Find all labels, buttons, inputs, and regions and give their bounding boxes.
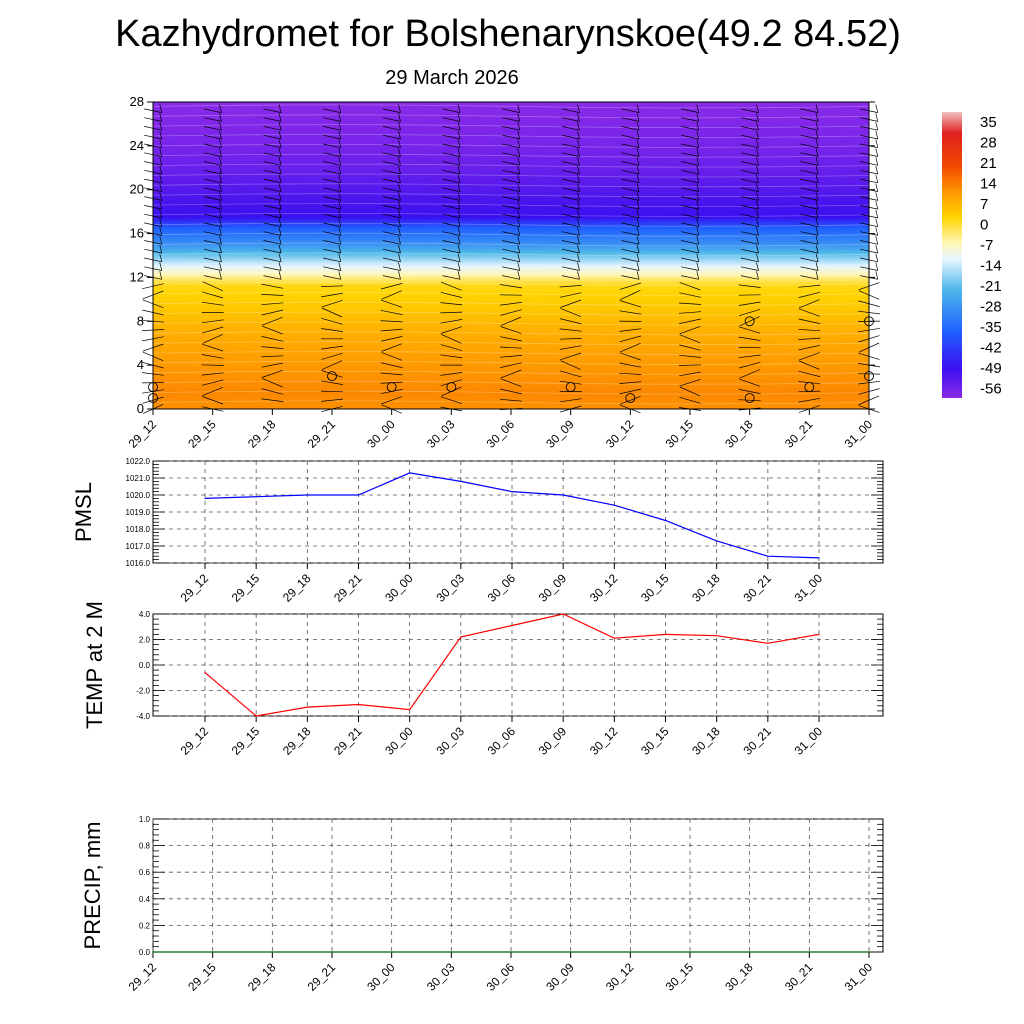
cross-section-xtick-label: 30_09 xyxy=(543,417,577,451)
temp-ytick-label: -2.0 xyxy=(136,686,150,696)
temp-data-point xyxy=(204,672,205,673)
pmsl-ytick-label: 1016.0 xyxy=(125,559,150,568)
pmsl-data-point xyxy=(563,494,564,495)
wind-barb-feather xyxy=(876,131,878,139)
temp-data-point xyxy=(614,638,615,639)
cross-section-xtick-label: 30_18 xyxy=(722,417,756,451)
colorbar-label: 7 xyxy=(980,195,989,213)
wind-barb-feather xyxy=(876,157,878,165)
precip-xtick-label: 29_15 xyxy=(185,960,219,994)
pmsl-xtick-label: 29_18 xyxy=(279,571,314,605)
colorbar-label: 28 xyxy=(980,134,997,152)
colorbar-label: -7 xyxy=(980,236,994,254)
cross-section-ytick-label: 24 xyxy=(129,137,144,153)
precip-ytick-label: 0.0 xyxy=(138,948,150,957)
precip-axis-title: PRECIP, mm xyxy=(80,821,105,950)
colorbar-label: -14 xyxy=(980,257,1002,275)
temp-data-point xyxy=(409,709,410,710)
temp-xtick-label: 30_00 xyxy=(382,724,416,758)
cross-section-xtick-label: 29_12 xyxy=(125,417,160,451)
colorbar-label: 0 xyxy=(980,216,989,234)
colorbar-label: -28 xyxy=(980,298,1002,316)
pmsl-data-point xyxy=(358,494,359,495)
pmsl-data-point xyxy=(818,557,819,558)
pmsl-xtick-label: 30_00 xyxy=(382,571,416,605)
pmsl-data-point xyxy=(307,494,308,495)
wind-barb-feather xyxy=(876,210,878,218)
cross-section-ytick-label: 16 xyxy=(129,225,144,241)
precip-ytick-label: 0.6 xyxy=(138,868,150,878)
temp-ytick-label: 2.0 xyxy=(138,635,150,645)
temp-data-point xyxy=(307,706,308,707)
precip-xtick-label: 30_09 xyxy=(543,960,577,994)
wind-barb-feather xyxy=(876,192,878,200)
temp-xtick-label: 29_18 xyxy=(279,724,314,758)
wind-barb-feather xyxy=(876,113,878,121)
pmsl-data-point xyxy=(614,505,615,506)
pmsl-xtick-label: 30_03 xyxy=(433,571,467,605)
colorbar-label: -49 xyxy=(980,359,1002,377)
temp-xtick-label: 30_18 xyxy=(689,724,723,758)
wind-barb-feather xyxy=(876,227,878,235)
pmsl-xtick-label: 29_12 xyxy=(177,571,212,605)
pmsl-xtick-label: 29_15 xyxy=(228,571,263,605)
chart-title: Kazhydromet for Bolshenarynskoe(49.2 84.52) xyxy=(115,13,901,55)
pmsl-data-point xyxy=(767,556,768,557)
precip-data-point xyxy=(630,951,631,952)
temp-data-point xyxy=(818,634,819,635)
cross-section-xtick-label: 30_21 xyxy=(781,417,816,451)
precip-data-point xyxy=(510,951,511,952)
cross-section-ytick-label: 28 xyxy=(129,94,144,109)
wind-barb-feather xyxy=(876,201,878,209)
precip-data-point xyxy=(809,951,810,952)
precip-data-point xyxy=(331,951,332,952)
precip-xtick-label: 30_06 xyxy=(483,960,518,994)
cross-section-xtick-label: 29_18 xyxy=(244,417,279,451)
wind-barb-feather xyxy=(876,184,878,192)
cross-section-xtick-label: 30_00 xyxy=(364,417,398,451)
pmsl-data-point xyxy=(511,491,512,492)
temp-data-point xyxy=(358,704,359,705)
pmsl-data-point xyxy=(665,520,666,521)
precip-ytick-label: 0.2 xyxy=(138,921,150,931)
temp-axis-title: TEMP at 2 M xyxy=(82,601,107,729)
precip-ytick-label: 0.4 xyxy=(138,894,150,904)
pmsl-xtick-label: 29_21 xyxy=(331,571,365,605)
precip-data-point xyxy=(391,951,392,952)
pmsl-data-point xyxy=(460,481,461,482)
colorbar-label: 35 xyxy=(980,113,997,131)
precip-xtick-label: 30_00 xyxy=(364,960,398,994)
colorbar-label: 14 xyxy=(980,175,997,193)
temp-xtick-label: 30_21 xyxy=(740,724,774,758)
wind-barb-feather xyxy=(876,105,878,113)
cross-section-xtick-label: 29_15 xyxy=(185,417,219,451)
pmsl-xtick-label: 30_21 xyxy=(740,571,774,605)
temp-xtick-label: 29_12 xyxy=(177,724,212,758)
pmsl-ytick-label: 1017.0 xyxy=(125,542,150,551)
wind-barb-feather xyxy=(876,149,878,157)
precip-xtick-label: 30_03 xyxy=(423,960,458,994)
wind-barb-feather xyxy=(876,166,878,174)
precip-frame xyxy=(153,819,883,952)
precip-ytick-label: 0.8 xyxy=(138,841,150,851)
precip-xtick-label: 29_18 xyxy=(244,960,279,994)
cross-section-xtick-label: 29_21 xyxy=(304,417,339,451)
wind-barb-feather xyxy=(876,254,878,262)
precip-xtick-label: 30_12 xyxy=(602,960,637,994)
pmsl-ytick-label: 1022.0 xyxy=(125,457,150,466)
precip-data-point xyxy=(212,951,213,952)
precip-xtick-label: 30_18 xyxy=(722,960,756,994)
colorbar-label: 21 xyxy=(980,154,997,172)
temp-data-point xyxy=(716,635,717,636)
pmsl-xtick-label: 31_00 xyxy=(791,571,826,605)
cross-section-xtick-label: 30_12 xyxy=(602,417,637,451)
pmsl-xtick-label: 30_18 xyxy=(689,571,723,605)
precip-xtick-label: 30_15 xyxy=(662,960,697,994)
pmsl-ytick-label: 1019.0 xyxy=(125,508,150,517)
colorbar-label: -35 xyxy=(980,318,1002,336)
pmsl-ytick-label: 1018.0 xyxy=(125,525,150,534)
cross-section-ytick-label: 20 xyxy=(129,181,144,197)
pmsl-ytick-label: 1020.0 xyxy=(125,491,150,500)
temp-data-point xyxy=(256,715,257,716)
pmsl-xtick-label: 30_12 xyxy=(586,571,621,605)
pmsl-ytick-label: 1021.0 xyxy=(125,474,150,483)
precip-data-point xyxy=(152,951,153,952)
precip-data-point xyxy=(689,951,690,952)
cross-section-xtick-label: 30_15 xyxy=(662,417,697,451)
cross-section-xtick-label: 30_03 xyxy=(423,417,458,451)
colorbar-strip xyxy=(942,112,962,398)
temp-xtick-label: 30_15 xyxy=(638,724,672,758)
cross-section-ytick-label: 8 xyxy=(136,313,144,329)
temp-frame xyxy=(153,614,883,716)
pmsl-frame xyxy=(153,461,883,563)
temp-data-point xyxy=(460,636,461,637)
precip-data-point xyxy=(272,951,273,952)
temp-xtick-label: 30_09 xyxy=(535,724,570,758)
colorbar-label: -42 xyxy=(980,339,1002,357)
pmsl-data-point xyxy=(409,472,410,473)
wind-barb-feather xyxy=(876,245,878,253)
wind-barb-feather xyxy=(876,271,878,279)
temp-ytick-label: -4.0 xyxy=(136,712,150,721)
pmsl-data-point xyxy=(256,496,257,497)
precip-data-point xyxy=(570,951,571,952)
chart-date-subtitle: 29 March 2026 xyxy=(385,67,519,89)
wind-barb-feather xyxy=(876,219,878,227)
wind-barb-feather xyxy=(876,122,878,130)
pmsl-xtick-label: 30_06 xyxy=(484,571,519,605)
cross-section-ytick-label: 0 xyxy=(136,401,144,416)
temp-xtick-label: 31_00 xyxy=(791,724,826,758)
temp-ytick-label: 4.0 xyxy=(138,610,150,619)
temp-xtick-label: 30_03 xyxy=(433,724,467,758)
temp-data-point xyxy=(511,625,512,626)
wind-barb-feather xyxy=(876,140,878,148)
colorbar-label: -21 xyxy=(980,277,1002,295)
temp-xtick-label: 30_12 xyxy=(586,724,621,758)
cross-section-ytick-label: 12 xyxy=(129,269,144,285)
temp-xtick-label: 30_06 xyxy=(484,724,519,758)
cross-section-ytick-label: 4 xyxy=(136,357,144,373)
cross-section-xtick-label: 30_06 xyxy=(483,417,518,451)
temp-data-point xyxy=(767,643,768,644)
wind-barb-feather xyxy=(876,236,878,244)
precip-xtick-label: 30_21 xyxy=(781,960,816,994)
pmsl-xtick-label: 30_15 xyxy=(638,571,672,605)
precip-ytick-label: 1.0 xyxy=(138,815,150,824)
temp-data-point xyxy=(563,613,564,614)
pmsl-data-point xyxy=(204,498,205,499)
precip-xtick-label: 29_12 xyxy=(125,960,160,994)
precip-data-point xyxy=(868,951,869,952)
precip-xtick-label: 31_00 xyxy=(841,960,876,994)
temp-ytick-label: 0.0 xyxy=(138,661,150,670)
precip-data-point xyxy=(451,951,452,952)
pmsl-data-point xyxy=(716,540,717,541)
colorbar-label: -56 xyxy=(980,380,1002,398)
pmsl-axis-title: PMSL xyxy=(71,482,96,542)
cross-section-xtick-label: 31_00 xyxy=(841,417,876,451)
wind-barb-feather xyxy=(876,175,878,183)
temp-xtick-label: 29_15 xyxy=(228,724,263,758)
precip-xtick-label: 29_21 xyxy=(304,960,339,994)
precip-data-point xyxy=(749,951,750,952)
temp-data-point xyxy=(665,634,666,635)
wind-barb-feather xyxy=(876,263,878,271)
temp-xtick-label: 29_21 xyxy=(331,724,365,758)
pmsl-xtick-label: 30_09 xyxy=(535,571,570,605)
